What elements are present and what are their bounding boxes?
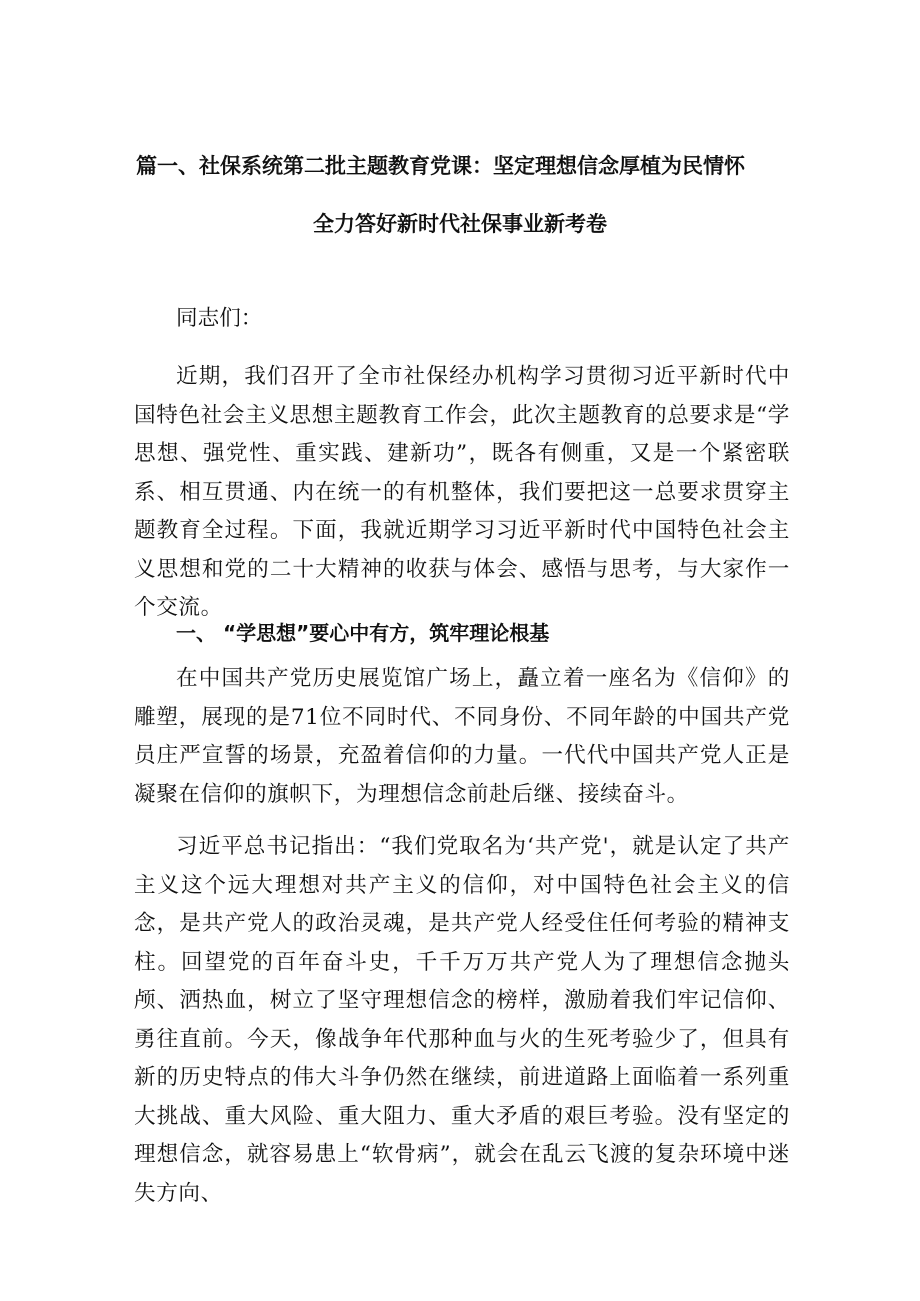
salutation: 同志们： [176, 306, 263, 331]
paragraph-sculpture: 在中国共产党历史展览馆广场上，矗立着一座名为《信仰》的雕塑，展现的是71位不同时代、不同身份、不同年龄的中国共产党员庄严宣誓的场景，充盈着信仰的力量。一代代中国共产党人正是凝聚在信仰的旗帜下，为理想信念前赴后继、接续奋斗。 [134, 666, 790, 807]
document-title-line-2: 全力答好新时代社保事业新考卷 [313, 212, 607, 236]
section-heading-1: 一、 “学思想”要心中有方，筑牢理论根基 [176, 621, 550, 645]
paragraph-intro: 近期，我们召开了全市社保经办机构学习贯彻习近平新时代中国特色社会主义思想主题教育工作会，此次主题教育的总要求是“学思想、强党性、重实践、建新功”，既各有侧重，又是一个紧密联系、相互贯通、内在统一的有机整体，我们要把这一总要求贯穿主题教育全过程。下面，我就近期学习习近平新时代中国特色社会主义思想和党的二十大精神的收获与体会、感悟与思考，与大家作一个交流。 [134, 364, 790, 620]
paragraph-quote: 习近平总书记指出：“我们党取名为‘共产党'，就是认定了共产主义这个远大理想对共产主义的信仰，对中国特色社会主义的信念，是共产党人的政治灵魂，是共产党人经受住任何考验的精神支柱。回望党的百年奋斗史，千千万万共产党人为了理想信念抛头颅、洒热血，树立了坚守理想信念的榜样，激励着我们牢记信仰、勇往直前。今天，像战争年代那种血与火的生死考验少了，但具有新的历史特点的伟大斗争仍然在继续，前进道路上面临着一系列重大挑战、重大风险、重大阻力、重大矛盾的艰巨考验。没有坚定的理想信念，就容易患上“软骨病”，就会在乱云飞渡的复杂环境中迷失方向、 [134, 834, 790, 1206]
document-title-line-1: 篇一、社保系统第二批主题教育党课：坚定理想信念厚植为民情怀 [136, 154, 745, 178]
